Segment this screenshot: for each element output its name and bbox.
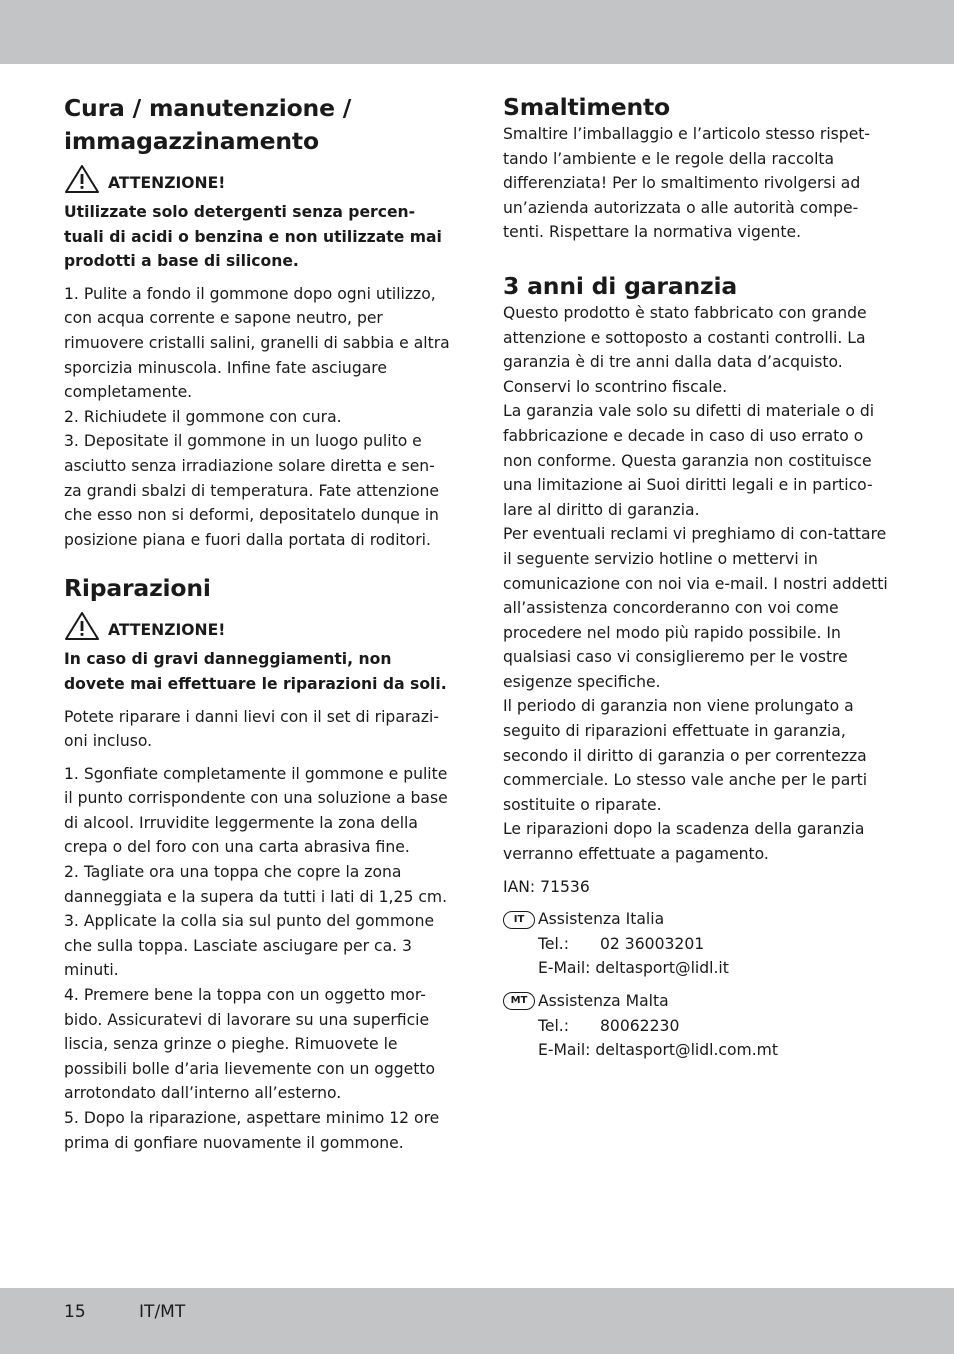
service-italy xyxy=(503,907,891,981)
mail-label: E-Mail: xyxy=(538,1041,591,1060)
tel-number: 80062230 xyxy=(600,1016,680,1035)
care-warning-label: ATTENZIONE! xyxy=(108,174,226,192)
repair-step-2: 2. Tagliate ora una toppa che copre la zona danneggiata e la supera da tutti i lati di 1,25 cm. xyxy=(64,863,448,906)
repair-step-3: 3. Applicate la colla sia sul punto del gommone che sulla toppa. Lasciate asciugare per ca. 3 minuti. xyxy=(64,912,435,980)
care-title: Cura / manutenzione / immagazzinamento xyxy=(64,94,352,155)
repair-warning-label: ATTENZIONE! xyxy=(108,621,226,640)
warning-icon xyxy=(64,611,100,641)
tel-label: Tel.: xyxy=(538,1016,570,1035)
left-column xyxy=(64,92,450,1155)
disposal-title: Smaltimento xyxy=(503,93,670,121)
right-column xyxy=(503,92,891,1063)
repair-step-1: 1. Sgonfiate completamente il gommone e pulite il punto corrispondente con una soluzione a base di alcool. Irruvidite leggermente la zona della crepa o del foro con una carta abrasiva fine. xyxy=(64,764,448,857)
care-step-3: 3. Depositate il gommone in un luogo pulito e asciutto senza irradiazione solare diretta e sen-za grandi sbalzi di temperatura. Fate attenzione che esso non si deformi, depositatelo dunque in posizione piana e fuori dalla portata di roditori. xyxy=(64,432,439,549)
warranty-paragraph: Il periodo di garanzia non viene prolungato a seguito di riparazioni effettuate in garanzia, secondo il diritto di garanzia o per correntezza commerciale. Lo stesso vale anche per le parti sostituite o riparate. xyxy=(503,697,868,814)
mail-address[interactable]: deltasport@lidl.it xyxy=(595,959,729,978)
mail-label: E-Mail: xyxy=(538,959,591,978)
care-warning xyxy=(64,164,450,194)
service-name: Assistenza Italia xyxy=(538,910,665,929)
repair-title: Riparazioni xyxy=(64,574,211,603)
country-badge-mt: MT xyxy=(503,992,535,1010)
warranty-paragraph: Questo prodotto è stato fabbricato con grande attenzione e sottoposto a costanti controlli. La garanzia è di tre anni dalla data d’acquisto. Conservi lo scontrino fiscale. xyxy=(503,303,867,396)
warranty-title: 3 anni di garanzia xyxy=(503,271,737,300)
service-malta xyxy=(503,989,891,1063)
country-badge-it: IT xyxy=(503,911,535,929)
mail-address[interactable]: deltasport@lidl.com.mt xyxy=(595,1041,778,1060)
repair-step-5: 5. Dopo la riparazione, aspettare minimo 12 ore prima di gonfiare nuovamente il gommone. xyxy=(64,1109,440,1152)
care-step-1: 1. Pulite a fondo il gommone dopo ogni utilizzo, con acqua corrente e sapone neutro, per rimuovere cristalli salini, granelli di sabbia e altra sporcizia minuscola. Infine fate asciugare completamente. xyxy=(64,284,450,402)
service-name: Assistenza Malta xyxy=(538,992,669,1010)
repair-warning xyxy=(64,611,450,641)
repair-step-4: 4. Premere bene la toppa con un oggetto mor-bido. Assicuratevi di lavorare su una superficie liscia, senza grinze o pieghe. Rimuovete le possibili bolle d’aria lievemente con un oggetto arrotondato dall’interno all’esterno. xyxy=(64,986,435,1103)
warning-icon xyxy=(64,164,100,194)
repair-intro: Potete riparare i danni lievi con il set di riparazi-oni incluso. xyxy=(64,707,439,751)
care-warning-text: Utilizzate solo detergenti senza percen-tuali di acidi o benzina e non utilizzate mai prodotti a base di silicone. xyxy=(64,203,442,271)
disposal-text: Smaltire l’imballaggio e l’articolo stesso rispet-tando l’ambiente e le regole della raccolta differenziata! Per lo smaltimento rivolgersi ad un’azienda autorizzata o alle autorità compe-tenti. Rispettare la normativa vigente. xyxy=(503,125,871,242)
tel-label: Tel.: xyxy=(538,934,570,953)
tel-number: 02 36003201 xyxy=(600,934,705,953)
repair-warning-text: In caso di gravi danneggiamenti, non dovete mai effettuare le riparazioni da soli. xyxy=(64,650,447,693)
header-band xyxy=(0,0,954,64)
warranty-paragraph: Le riparazioni dopo la scadenza della garanzia verranno effettuate a pagamento. xyxy=(503,820,865,864)
warranty-paragraph: La garanzia vale solo su difetti di materiale o di fabbricazione e decade in caso di uso errato o non conforme. Questa garanzia non costituisce una limitazione ai Suoi diritti legali e in partico-lare al diritto di garanzia. xyxy=(503,402,875,519)
page-footer xyxy=(64,1302,185,1322)
language-code: IT/MT xyxy=(139,1302,186,1322)
warranty-paragraph: Per eventuali reclami vi preghiamo di con-tattare il seguente servizio hotline o mettervi in comunicazione con noi via e-mail. I nostri addetti all’assistenza concorderanno con voi come procedere nel modo più rapido possibile. In qualsiasi caso vi consiglieremo per le vostre esigenze specifiche. xyxy=(503,525,888,691)
ian-number: IAN: 71536 xyxy=(503,877,590,896)
page-number: 15 xyxy=(64,1302,86,1322)
care-step-2: 2. Richiudete il gommone con cura. xyxy=(64,407,342,426)
